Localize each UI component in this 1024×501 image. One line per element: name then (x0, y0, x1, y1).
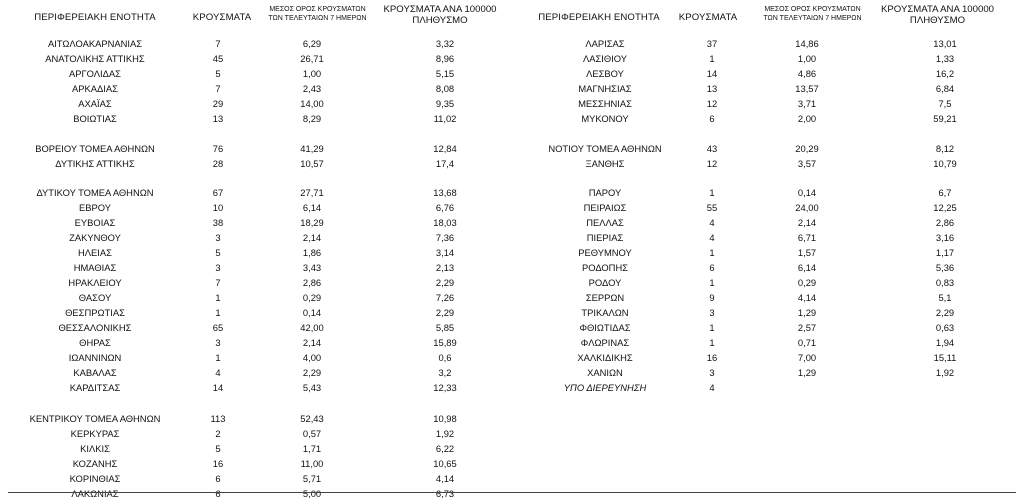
cell-per100k: 9,35 (435, 98, 455, 109)
cell-region: ΚΟΖΑΝΗΣ (72, 458, 118, 469)
cell-avg: 0,29 (797, 277, 817, 288)
cell-per100k: 5,36 (935, 262, 955, 273)
cell-region: ΣΕΡΡΩΝ (585, 292, 625, 303)
cell-region: ΘΕΣΣΑΛΟΝΙΚΗΣ (58, 322, 132, 333)
cell-cases: 29 (212, 98, 224, 109)
cell-cases: 3 (215, 232, 221, 243)
cell-cases: 7 (215, 38, 221, 49)
table-row (0, 426, 1024, 441)
cell-per100k: 5,85 (435, 322, 455, 333)
cell-avg: 13,57 (795, 83, 819, 94)
table-row (0, 141, 1024, 156)
table-row (0, 36, 1024, 51)
cell-per100k: 18,03 (433, 217, 457, 228)
cell-cases: 67 (212, 187, 224, 198)
cell-cases: 3 (709, 367, 715, 378)
cell-avg: 4,14 (797, 292, 817, 303)
cell-avg: 0,29 (302, 292, 322, 303)
cell-avg: 2,86 (302, 277, 322, 288)
cell-region: ΑΡΚΑΔΙΑΣ (72, 83, 118, 94)
table-row (0, 260, 1024, 275)
cell-avg: 5,71 (302, 473, 322, 484)
cell-cases: 76 (212, 143, 224, 154)
cell-cases: 43 (706, 143, 718, 154)
cell-cases: 6 (215, 473, 221, 484)
cell-avg: 0,57 (302, 428, 322, 439)
cell-per100k: 12,33 (433, 382, 457, 393)
cell-per100k: 13,68 (433, 187, 457, 198)
header-avg-line2: ΤΩΝ ΤΕΛΕΥΤΑΙΩΝ 7 ΗΜΕΡΩΝ (763, 14, 862, 22)
cell-cases: 6 (709, 262, 715, 273)
cell-avg: 3,43 (302, 262, 322, 273)
cell-avg: 1,86 (302, 247, 322, 258)
header-cases: ΚΡΟΥΣΜΑΤΑ (192, 12, 252, 23)
cell-cases: 14 (212, 382, 224, 393)
cell-per100k: 2,29 (435, 277, 455, 288)
cell-region: ΖΑΚΥΝΘΟΥ (69, 232, 121, 243)
cell-cases: 45 (212, 53, 224, 64)
cell-avg: 8,29 (302, 113, 322, 124)
cell-region: ΑΡΓΟΛΙΔΑΣ (69, 68, 121, 79)
cell-per100k: 11,02 (433, 113, 457, 124)
cell-cases: 5 (215, 247, 221, 258)
header-avg (750, 6, 875, 36)
cell-cases: 3 (215, 262, 221, 273)
cell-region: ΦΛΩΡΙΝΑΣ (580, 337, 630, 348)
cell-per100k: 15,89 (433, 337, 457, 348)
table-row (0, 471, 1024, 486)
cell-region: ΠΕΛΛΑΣ (586, 217, 624, 228)
cell-region: ΔΥΤΙΚΟΥ ΤΟΜΕΑ ΑΘΗΝΩΝ (36, 187, 154, 198)
cell-per100k: 6,73 (435, 488, 455, 499)
cell-region: ΚΙΛΚΙΣ (80, 443, 110, 454)
cell-per100k: 15,11 (933, 352, 957, 363)
cell-avg: 2,14 (302, 337, 322, 348)
cell-avg: 6,71 (797, 232, 817, 243)
cell-cases: 1 (709, 187, 715, 198)
cell-per100k: 2,13 (435, 262, 455, 273)
cell-per100k: 2,29 (435, 307, 455, 318)
cell-cases: 5 (215, 443, 221, 454)
header-avg-line1: ΜΕΣΟΣ ΟΡΟΣ ΚΡΟΥΣΜΑΤΩΝ (269, 6, 366, 13)
cell-avg: 7,00 (797, 352, 817, 363)
cell-avg: 11,00 (300, 458, 324, 469)
cell-region: ΠΕΙΡΑΙΩΣ (583, 202, 627, 213)
cell-per100k: 1,92 (935, 367, 955, 378)
cell-avg: 10,57 (300, 158, 324, 169)
cell-cases: 9 (709, 292, 715, 303)
cell-cases: 1 (215, 307, 221, 318)
cell-per100k: 0,6 (438, 352, 452, 363)
header-per100k-line2: ΠΛΗΘΥΣΜΟ (412, 15, 468, 26)
cell-per100k: 12,25 (933, 202, 957, 213)
header-avg-line2: ΤΩΝ ΤΕΛΕΥΤΑΙΩΝ 7 ΗΜΕΡΩΝ (268, 14, 367, 22)
cell-avg: 6,14 (797, 262, 817, 273)
cell-region: ΜΕΣΣΗΝΙΑΣ (578, 98, 632, 109)
cell-per100k: 10,98 (433, 413, 457, 424)
cell-region: ΑΧΑΪΑΣ (78, 98, 112, 109)
cell-region: ΛΕΣΒΟΥ (586, 68, 624, 79)
cell-per100k: 5,15 (435, 68, 455, 79)
cell-avg: 18,29 (300, 217, 324, 228)
cell-per100k: 8,12 (935, 143, 955, 154)
cell-avg: 2,14 (302, 232, 322, 243)
cell-region: ΕΒΡΟΥ (78, 202, 111, 213)
cell-per100k: 0,63 (935, 322, 955, 333)
cell-region: ΛΑΣΙΘΙΟΥ (582, 53, 628, 64)
cell-region: ΘΗΡΑΣ (79, 337, 111, 348)
cell-cases: 3 (215, 337, 221, 348)
cell-region: ΦΘΙΩΤΙΔΑΣ (579, 322, 631, 333)
cell-per100k: 10,65 (433, 458, 457, 469)
cell-cases: 1 (709, 277, 715, 288)
cell-per100k: 7,26 (435, 292, 455, 303)
cell-region: ΝΟΤΙΟΥ ΤΟΜΕΑ ΑΘΗΝΩΝ (548, 143, 662, 154)
cell-avg: 2,29 (302, 367, 322, 378)
cell-region: ΥΠΟ ΔΙΕΡΕΥΝΗΣΗ (563, 382, 647, 393)
cell-avg: 2,14 (797, 217, 817, 228)
cell-cases: 55 (706, 202, 718, 213)
cell-per100k: 13,01 (933, 38, 957, 49)
cell-per100k: 59,21 (933, 113, 957, 124)
table-row (0, 215, 1024, 230)
cell-avg: 4,86 (797, 68, 817, 79)
cell-per100k: 8,08 (435, 83, 455, 94)
cell-region: ΛΑΡΙΣΑΣ (585, 38, 625, 49)
header-region: ΠΕΡΙΦΕΡΕΙΑΚΗ ΕΝΟΤΗΤΑ (34, 12, 156, 23)
cell-avg: 1,29 (797, 367, 817, 378)
cell-cases: 7 (215, 83, 221, 94)
header-per100k-line1: ΚΡΟΥΣΜΑΤΑ ΑΝΑ 100000 (881, 4, 994, 15)
table-row (0, 486, 1024, 501)
cell-avg: 2,57 (797, 322, 817, 333)
table-row (0, 81, 1024, 96)
cell-avg: 20,29 (795, 143, 819, 154)
table-row (0, 111, 1024, 126)
table-row (0, 245, 1024, 260)
cell-cases: 37 (706, 38, 718, 49)
cell-per100k: 3,16 (935, 232, 955, 243)
cell-avg: 52,43 (300, 413, 324, 424)
cell-region: ΡΟΔΟΠΗΣ (581, 262, 629, 273)
cell-avg: 2,00 (797, 113, 817, 124)
cell-per100k: 10,79 (933, 158, 957, 169)
cell-cases: 6 (215, 488, 221, 499)
cell-cases: 13 (212, 113, 224, 124)
cell-per100k: 16,2 (935, 68, 955, 79)
cell-region: ΤΡΙΚΑΛΩΝ (581, 307, 629, 318)
cell-cases: 4 (709, 217, 715, 228)
cell-region: ΒΟΙΩΤΙΑΣ (73, 113, 117, 124)
cell-per100k: 6,22 (435, 443, 455, 454)
cell-cases: 16 (706, 352, 718, 363)
cell-per100k: 7,5 (938, 98, 952, 109)
header-per100k-line2: ΠΛΗΘΥΣΜΟ (909, 15, 966, 26)
cell-avg: 41,29 (300, 143, 324, 154)
cell-region: ΘΑΣΟΥ (78, 292, 112, 303)
cell-cases: 1 (709, 337, 715, 348)
cell-cases: 10 (212, 202, 224, 213)
cell-per100k: 3,2 (438, 367, 452, 378)
cell-avg: 1,29 (797, 307, 817, 318)
cell-region: ΠΙΕΡΙΑΣ (586, 232, 624, 243)
cell-avg: 14,86 (795, 38, 819, 49)
table-row (0, 96, 1024, 111)
cell-cases: 1 (709, 247, 715, 258)
cell-region: ΚΟΡΙΝΘΙΑΣ (69, 473, 121, 484)
cell-cases: 6 (709, 113, 715, 124)
cell-per100k: 2,86 (935, 217, 955, 228)
table-row (0, 380, 1024, 395)
cell-avg: 1,00 (302, 68, 322, 79)
cell-region: ΘΕΣΠΡΩΤΙΑΣ (65, 307, 125, 318)
cell-per100k: 3,32 (435, 38, 455, 49)
cell-per100k: 1,94 (935, 337, 955, 348)
cell-cases: 28 (212, 158, 224, 169)
cell-region: ΧΑΝΙΩΝ (587, 367, 623, 378)
cell-avg: 5,00 (302, 488, 322, 499)
cell-avg: 0,14 (302, 307, 322, 318)
cell-cases: 13 (706, 83, 718, 94)
table-row (0, 51, 1024, 66)
table-bottom-rule (8, 492, 1016, 493)
header-per100k (380, 4, 500, 34)
cell-per100k: 0,83 (935, 277, 955, 288)
cell-region: ΚΑΒΑΛΑΣ (73, 367, 117, 378)
table-row (0, 290, 1024, 305)
cell-cases: 3 (709, 307, 715, 318)
cell-per100k: 7,36 (435, 232, 455, 243)
cell-cases: 4 (215, 367, 221, 378)
cell-cases: 1 (215, 292, 221, 303)
cell-cases: 38 (212, 217, 224, 228)
cell-avg: 14,00 (300, 98, 324, 109)
cell-per100k: 6,7 (938, 187, 952, 198)
cell-region: ΡΕΘΥΜΝΟΥ (578, 247, 632, 258)
cell-region: ΔΥΤΙΚΗΣ ΑΤΤΙΚΗΣ (55, 158, 135, 169)
table-row (0, 350, 1024, 365)
cell-avg: 5,43 (302, 382, 322, 393)
cell-region: ΚΑΡΔΙΤΣΑΣ (69, 382, 121, 393)
cell-avg: 0,14 (797, 187, 817, 198)
cell-cases: 7 (215, 277, 221, 288)
table-row (0, 156, 1024, 171)
cell-per100k: 1,92 (435, 428, 455, 439)
table-row (0, 456, 1024, 471)
cell-region: ΧΑΛΚΙΔΙΚΗΣ (577, 352, 633, 363)
cell-avg: 4,00 (302, 352, 322, 363)
cell-cases: 5 (215, 68, 221, 79)
cell-region: ΜΑΓΝΗΣΙΑΣ (578, 83, 632, 94)
cell-region: ΚΕΡΚΥΡΑΣ (70, 428, 120, 439)
cell-per100k: 17,4 (435, 158, 455, 169)
header-per100k (875, 4, 1000, 34)
header-cases: ΚΡΟΥΣΜΑΤΑ (678, 12, 738, 23)
cell-cases: 113 (210, 413, 226, 424)
cell-per100k: 8,96 (435, 53, 455, 64)
cell-avg: 26,71 (300, 53, 324, 64)
cell-region: ΗΜΑΘΙΑΣ (73, 262, 117, 273)
cell-per100k: 3,14 (435, 247, 455, 258)
cell-region: ΠΑΡΟΥ (588, 187, 622, 198)
cell-cases: 65 (212, 322, 224, 333)
table-row (0, 365, 1024, 380)
cell-avg: 24,00 (795, 202, 819, 213)
header-avg (255, 6, 380, 36)
cell-cases: 1 (709, 322, 715, 333)
table-row (0, 411, 1024, 426)
cell-per100k: 12,84 (433, 143, 457, 154)
cell-avg: 3,71 (797, 98, 817, 109)
cell-region: ΛΑΚΩΝΙΑΣ (71, 488, 119, 499)
cell-cases: 4 (709, 382, 715, 393)
table-row (0, 66, 1024, 81)
table-row (0, 275, 1024, 290)
table-row (0, 185, 1024, 200)
cell-avg: 0,71 (797, 337, 817, 348)
cell-region: ΡΟΔΟΥ (588, 277, 622, 288)
cell-region: ΒΟΡΕΙΟΥ ΤΟΜΕΑ ΑΘΗΝΩΝ (35, 143, 155, 154)
header-per100k-line1: ΚΡΟΥΣΜΑΤΑ ΑΝΑ 100000 (383, 4, 497, 15)
cell-cases: 12 (706, 158, 718, 169)
cell-avg: 6,29 (302, 38, 322, 49)
cell-per100k: 4,14 (435, 473, 455, 484)
cell-region: ΗΡΑΚΛΕΙΟΥ (68, 277, 122, 288)
cell-per100k: 6,76 (435, 202, 455, 213)
cell-region: ΑΙΤΩΛΟΑΚΑΡΝΑΝΙΑΣ (47, 38, 143, 49)
cell-region: ΞΑΝΘΗΣ (585, 158, 625, 169)
table-row (0, 441, 1024, 456)
cell-avg: 3,57 (797, 158, 817, 169)
table-row (0, 305, 1024, 320)
table-row (0, 335, 1024, 350)
cell-avg: 42,00 (300, 322, 324, 333)
cell-avg: 2,43 (302, 83, 322, 94)
cell-region: ΙΩΑΝΝΙΝΩΝ (68, 352, 122, 363)
cell-per100k: 1,33 (935, 53, 955, 64)
table-row (0, 320, 1024, 335)
cell-cases: 2 (215, 428, 221, 439)
header-region: ΠΕΡΙΦΕΡΕΙΑΚΗ ΕΝΟΤΗΤΑ (538, 12, 660, 23)
table-row (0, 200, 1024, 215)
cell-avg: 1,57 (797, 247, 817, 258)
cell-region: ΜΥΚΟΝΟΥ (581, 113, 629, 124)
cell-avg: 27,71 (300, 187, 324, 198)
cell-avg: 1,00 (797, 53, 817, 64)
header-avg-line1: ΜΕΣΟΣ ΟΡΟΣ ΚΡΟΥΣΜΑΤΩΝ (764, 6, 861, 13)
cell-avg: 1,71 (302, 443, 322, 454)
cell-cases: 14 (706, 68, 718, 79)
cell-region: ΑΝΑΤΟΛΙΚΗΣ ΑΤΤΙΚΗΣ (45, 53, 145, 64)
cell-region: ΗΛΕΙΑΣ (78, 247, 112, 258)
cell-region: ΕΥΒΟΙΑΣ (74, 217, 116, 228)
table-row (0, 230, 1024, 245)
cell-cases: 12 (706, 98, 718, 109)
cell-avg: 6,14 (302, 202, 322, 213)
cell-cases: 1 (215, 352, 221, 363)
cell-cases: 16 (212, 458, 224, 469)
cell-cases: 1 (709, 53, 715, 64)
cell-region: ΚΕΝΤΡΙΚΟΥ ΤΟΜΕΑ ΑΘΗΝΩΝ (29, 413, 161, 424)
cell-per100k: 6,84 (935, 83, 955, 94)
cell-per100k: 5,1 (938, 292, 952, 303)
cell-per100k: 1,17 (935, 247, 955, 258)
cell-cases: 4 (709, 232, 715, 243)
cell-per100k: 2,29 (935, 307, 955, 318)
